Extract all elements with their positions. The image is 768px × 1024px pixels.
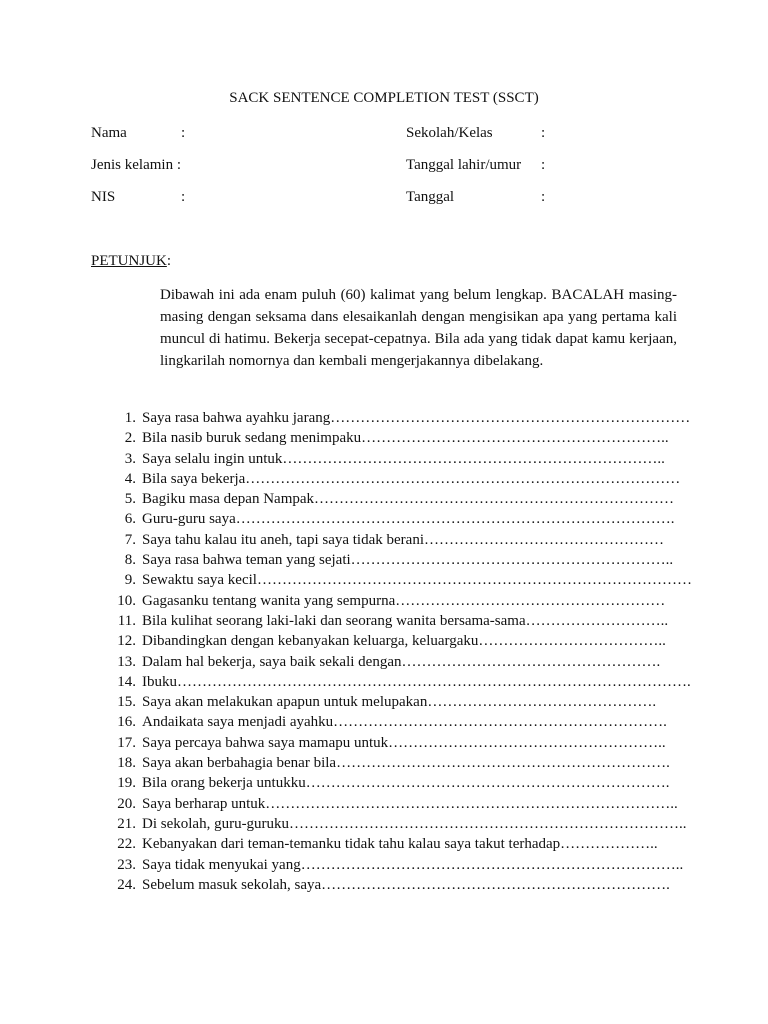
- list-item-number: 17.: [117, 734, 136, 751]
- list-item-text: Dibandingkan dengan kebanyakan keluarga, keluargaku………………………………..: [142, 633, 666, 650]
- list-item-number: 2.: [124, 430, 136, 447]
- list-item-text: Bila saya bekerja……………………………………………………………………………: [142, 470, 681, 487]
- tanggal-colon: :: [541, 189, 546, 205]
- list-item: [106, 570, 692, 590]
- list-item-text: Saya akan berbahagia benar bila………………………………………………………….: [142, 755, 670, 772]
- list-item-number: 7.: [124, 531, 136, 548]
- list-item-text: Saya tidak menyukai yang…………………………………………………………………..: [142, 856, 684, 873]
- list-item: [106, 692, 692, 712]
- list-item-text: Bagiku masa depan Nampak………………………………………………………………: [142, 491, 675, 508]
- list-item: [106, 753, 692, 773]
- list-item-number: 8.: [124, 552, 136, 569]
- list-item-number: 20.: [117, 795, 136, 812]
- list-item-text: Saya rasa bahwa ayahku jarang………………………………………………………………: [142, 410, 691, 426]
- list-item: [106, 530, 692, 550]
- list-item: [106, 509, 692, 529]
- list-item-text: Bila kulihat seorang laki-laki dan seorang wanita bersama-sama………………………..: [142, 612, 669, 629]
- sentence-list: [106, 408, 692, 895]
- list-item-text: Saya tahu kalau itu aneh, tapi saya tidak berani…………………………………………: [142, 531, 664, 548]
- sekolah-kelas-label: Sekolah/Kelas: [406, 125, 493, 141]
- list-item-number: 5.: [124, 491, 136, 508]
- list-item: [106, 489, 692, 509]
- tanggal-lahir-colon: :: [541, 157, 546, 173]
- list-item-number: 18.: [117, 755, 136, 772]
- list-item-number: 16.: [117, 714, 136, 731]
- tanggal-lahir-label: Tanggal lahir/umur: [406, 157, 522, 173]
- list-item-number: 9.: [124, 572, 136, 589]
- page-title: SACK SENTENCE COMPLETION TEST (SSCT): [229, 90, 539, 106]
- list-item-number: 15.: [117, 694, 136, 711]
- list-item-number: 22.: [117, 836, 136, 853]
- list-item: [106, 814, 692, 834]
- list-item: [106, 773, 692, 793]
- list-item: [106, 449, 692, 469]
- list-item-number: 11.: [117, 612, 136, 629]
- list-item: [106, 631, 692, 651]
- list-item-text: Kebanyakan dari teman-temanku tidak tahu kalau saya takut terhadap………………..: [142, 836, 658, 853]
- list-item-text: Saya berharap untuk………………………………………………………………………..: [142, 795, 678, 812]
- list-item-text: Bila nasib buruk sedang menimpaku……………………………………………………..: [142, 430, 669, 447]
- list-item: [106, 794, 692, 814]
- list-item-number: 21.: [117, 815, 136, 832]
- list-item: [106, 469, 692, 489]
- list-item: [106, 408, 692, 428]
- list-item-text: Gagasanku tentang wanita yang sempurna………………………………………………: [142, 592, 666, 609]
- list-item: [106, 428, 692, 448]
- nama-label: Nama: [91, 125, 127, 141]
- list-item-number: 10.: [117, 592, 136, 609]
- list-item-number: 12.: [117, 633, 136, 650]
- list-item-number: 23.: [117, 856, 136, 873]
- list-item: [106, 611, 692, 631]
- list-item: [106, 712, 692, 732]
- list-item: [106, 652, 692, 672]
- list-item-number: 6.: [124, 511, 136, 528]
- petunjuk-heading-text: PETUNJUK: [91, 253, 167, 269]
- list-item-text: Bila orang bekerja untukku……………………………………………………………….: [142, 775, 670, 792]
- petunjuk-heading-colon: :: [166, 253, 172, 269]
- list-item: [106, 834, 692, 854]
- list-item-text: Sebelum masuk sekolah, saya…………………………………………………………….: [142, 876, 670, 893]
- jenis-kelamin-label: Jenis kelamin :: [91, 157, 181, 173]
- instructions-paragraph: Dibawah ini ada enam puluh (60) kalimat yang belum lengkap. BACALAH masing-masing dengan seksama dans elesaikanlah dengan mengisikan apa yang pertama kali muncul di hatimu. Bekerja secepat-cepatnya. Bila ada yang tidak dapat kamu kerjaan, lingkarilah nomornya dan kembali mengerjakannya dibelakang.: [160, 287, 677, 369]
- list-item-number: 14.: [117, 673, 136, 690]
- petunjuk-heading: [91, 253, 171, 270]
- nis-label: NIS: [91, 189, 116, 205]
- list-item-number: 3.: [124, 450, 136, 467]
- list-item: [106, 591, 692, 611]
- list-item-text: Ibuku………………………………………………………………………………………….: [142, 673, 691, 690]
- list-item-text: Saya akan melakukan apapun untuk melupakan……………………………………….: [142, 694, 657, 711]
- list-item-number: 13.: [117, 653, 136, 670]
- list-item-text: Dalam hal bekerja, saya baik sekali dengan…………………………………………….: [142, 653, 661, 670]
- nis-colon: :: [181, 189, 186, 205]
- list-item-number: 24.: [117, 876, 136, 893]
- list-item-text: Sewaktu saya kecil……………………………………………………………………………: [142, 572, 692, 589]
- list-item-number: 1.: [124, 410, 136, 426]
- list-item: [106, 550, 692, 570]
- list-item-text: Saya rasa bahwa teman yang sejati………………………………………………………..: [142, 552, 674, 569]
- list-item: [106, 875, 692, 895]
- list-item-text: Andaikata saya menjadi ayahku………………………………………………………….: [142, 714, 667, 731]
- sekolah-kelas-colon: :: [541, 125, 546, 141]
- list-item-number: 4.: [124, 470, 136, 487]
- list-item-text: Saya selalu ingin untuk…………………………………………………………………..: [142, 450, 665, 467]
- list-item: [106, 733, 692, 753]
- list-item-text: Di sekolah, guru-guruku……………………………………………………………………..: [142, 815, 687, 832]
- list-item-number: 19.: [117, 775, 136, 792]
- nama-colon: :: [181, 125, 186, 141]
- list-item: [106, 672, 692, 692]
- list-item: [106, 855, 692, 875]
- list-item-text: Saya percaya bahwa saya mamapu untuk………………………………………………..: [142, 734, 666, 751]
- tanggal-label: Tanggal: [406, 189, 455, 205]
- list-item-text: Guru-guru saya…………………………………………………………………………….: [142, 511, 675, 528]
